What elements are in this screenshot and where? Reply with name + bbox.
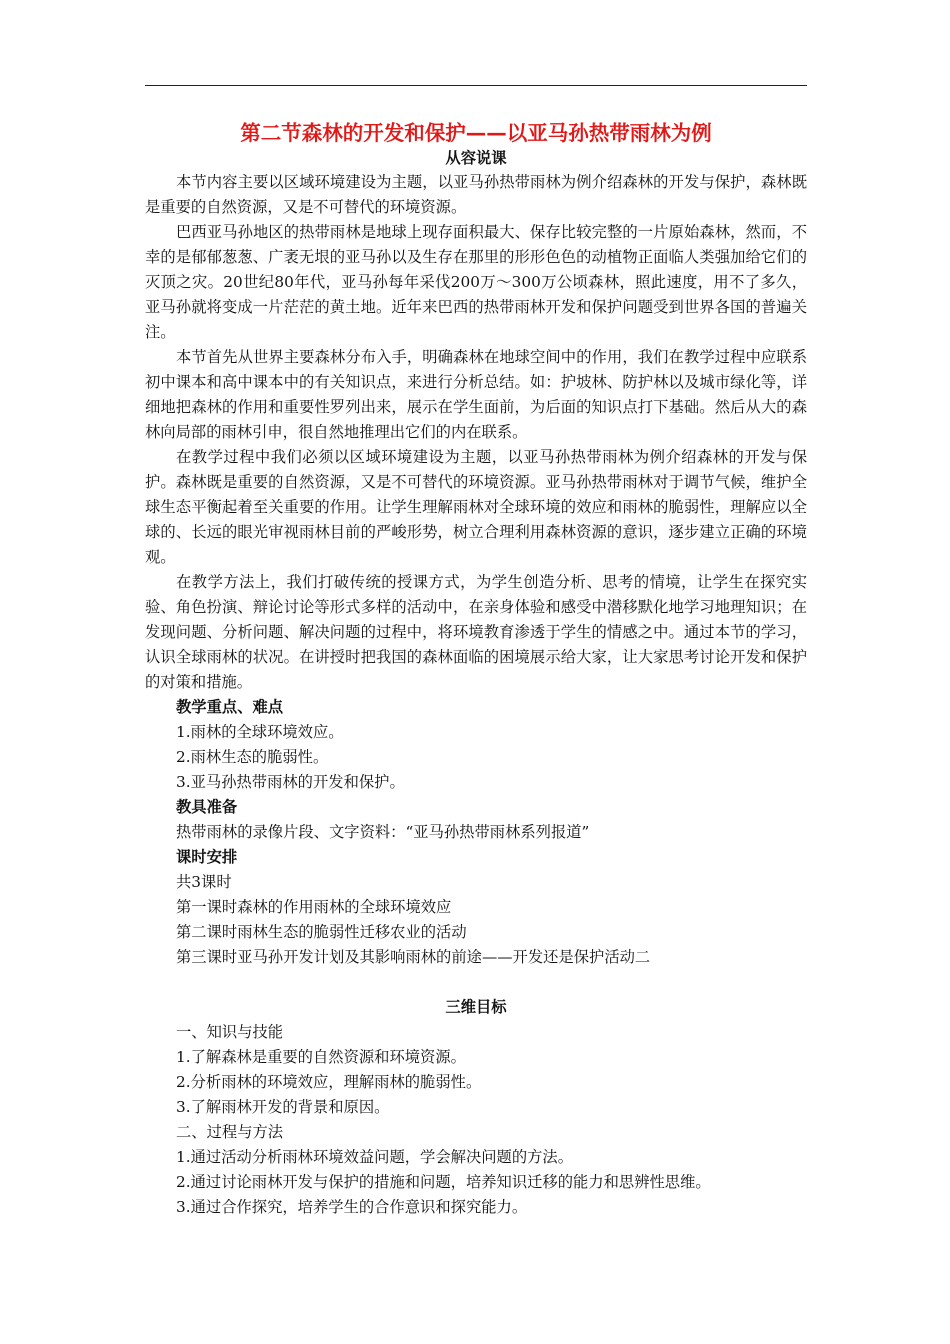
list-item: 第一课时森林的作用雨林的全球环境效应 bbox=[176, 898, 452, 916]
list-item: 3.亚马孙热带雨林的开发和保护。 bbox=[176, 773, 405, 791]
schedule-heading: 课时安排 bbox=[176, 848, 238, 866]
paragraph: 巴西亚马孙地区的热带雨林是地球上现存面积最大、保存比较完整的一片原始森林，然而，不幸的是郁郁葱葱、广袤无垠的亚马孙以及生存在那里的形形色色的动植物正面临人类强加给它们的灭顶之灾。20世纪80年代，亚马孙每年采伐200万～300万公顷森林，照此速度，用不了多久，亚马孙就将变成一片茫茫的黄土地。近年来巴西的热带雨林开发和保护问题受到世界各国的普遍关注。 bbox=[145, 223, 807, 341]
list-item: 共3课时 bbox=[176, 873, 232, 891]
list-item: 2.雨林生态的脆弱性。 bbox=[176, 748, 329, 766]
blank-line bbox=[145, 970, 807, 995]
list-item: 1.雨林的全球环境效应。 bbox=[176, 723, 344, 741]
document-title: 第二节森林的开发和保护——以亚马孙热带雨林为例 bbox=[240, 121, 712, 145]
key-points-heading: 教学重点、难点 bbox=[176, 698, 284, 716]
list-item: 3.了解雨林开发的背景和原因。 bbox=[176, 1098, 390, 1116]
list-item: 3.通过合作探究，培养学生的合作意识和探究能力。 bbox=[176, 1198, 528, 1216]
materials-heading: 教具准备 bbox=[176, 798, 238, 816]
list-item: 2.通过讨论雨林开发与保护的措施和问题，培养知识迁移的能力和思辨性思维。 bbox=[176, 1173, 711, 1191]
list-item: 第三课时亚马孙开发计划及其影响雨林的前途——开发还是保护活动二 bbox=[176, 948, 651, 966]
section-subtitle: 从容说课 bbox=[445, 149, 507, 167]
objectives-heading: 三维目标 bbox=[445, 998, 507, 1016]
list-item: 2.分析雨林的环境效应，理解雨林的脆弱性。 bbox=[176, 1073, 482, 1091]
document-body bbox=[145, 119, 807, 1220]
paragraph: 在教学方法上，我们打破传统的授课方式，为学生创造分析、思考的情境，让学生在探究实验、角色扮演、辩论讨论等形式多样的活动中，在亲身体验和感受中潜移默化地学习地理知识；在发现问题、分析问题、解决问题的过程中，将环境教育渗透于学生的情感之中。通过本节的学习，认识全球雨林的状况。在讲授时把我国的森林面临的困境展示给大家，让大家思考讨论开发和保护的对策和措施。 bbox=[145, 573, 807, 691]
list-item: 1.通过活动分析雨林环境效益问题，学会解决问题的方法。 bbox=[176, 1148, 574, 1166]
objectives-section-title: 一、知识与技能 bbox=[176, 1023, 284, 1041]
paragraph: 在教学过程中我们必须以区域环境建设为主题，以亚马孙热带雨林为例介绍森林的开发与保护。森林既是重要的自然资源，又是不可替代的环境资源。亚马孙热带雨林对于调节气候，维护全球生态平衡起着至关重要的作用。让学生理解雨林对全球环境的效应和雨林的脆弱性，理解应以全球的、长远的眼光审视雨林目前的严峻形势，树立合理利用森林资源的意识，逐步建立正确的环境观。 bbox=[145, 448, 807, 566]
list-item: 第二课时雨林生态的脆弱性迁移农业的活动 bbox=[176, 923, 467, 941]
materials-text: 热带雨林的录像片段、文字资料：“亚马孙热带雨林系列报道” bbox=[176, 823, 590, 841]
paragraph: 本节内容主要以区域环境建设为主题，以亚马孙热带雨林为例介绍森林的开发与保护，森林既是重要的自然资源，又是不可替代的环境资源。 bbox=[145, 173, 807, 216]
header-rule bbox=[145, 85, 807, 86]
paragraph: 本节首先从世界主要森林分布入手，明确森林在地球空间中的作用，我们在教学过程中应联系初中课本和高中课本中的有关知识点，来进行分析总结。如：护坡林、防护林以及城市绿化等，详细地把森林的作用和重要性罗列出来，展示在学生面前，为后面的知识点打下基础。然后从大的森林向局部的雨林引申，很自然地推理出它们的内在联系。 bbox=[145, 348, 807, 441]
list-item: 1.了解森林是重要的自然资源和环境资源。 bbox=[176, 1048, 466, 1066]
objectives-section-title: 二、过程与方法 bbox=[176, 1123, 284, 1141]
